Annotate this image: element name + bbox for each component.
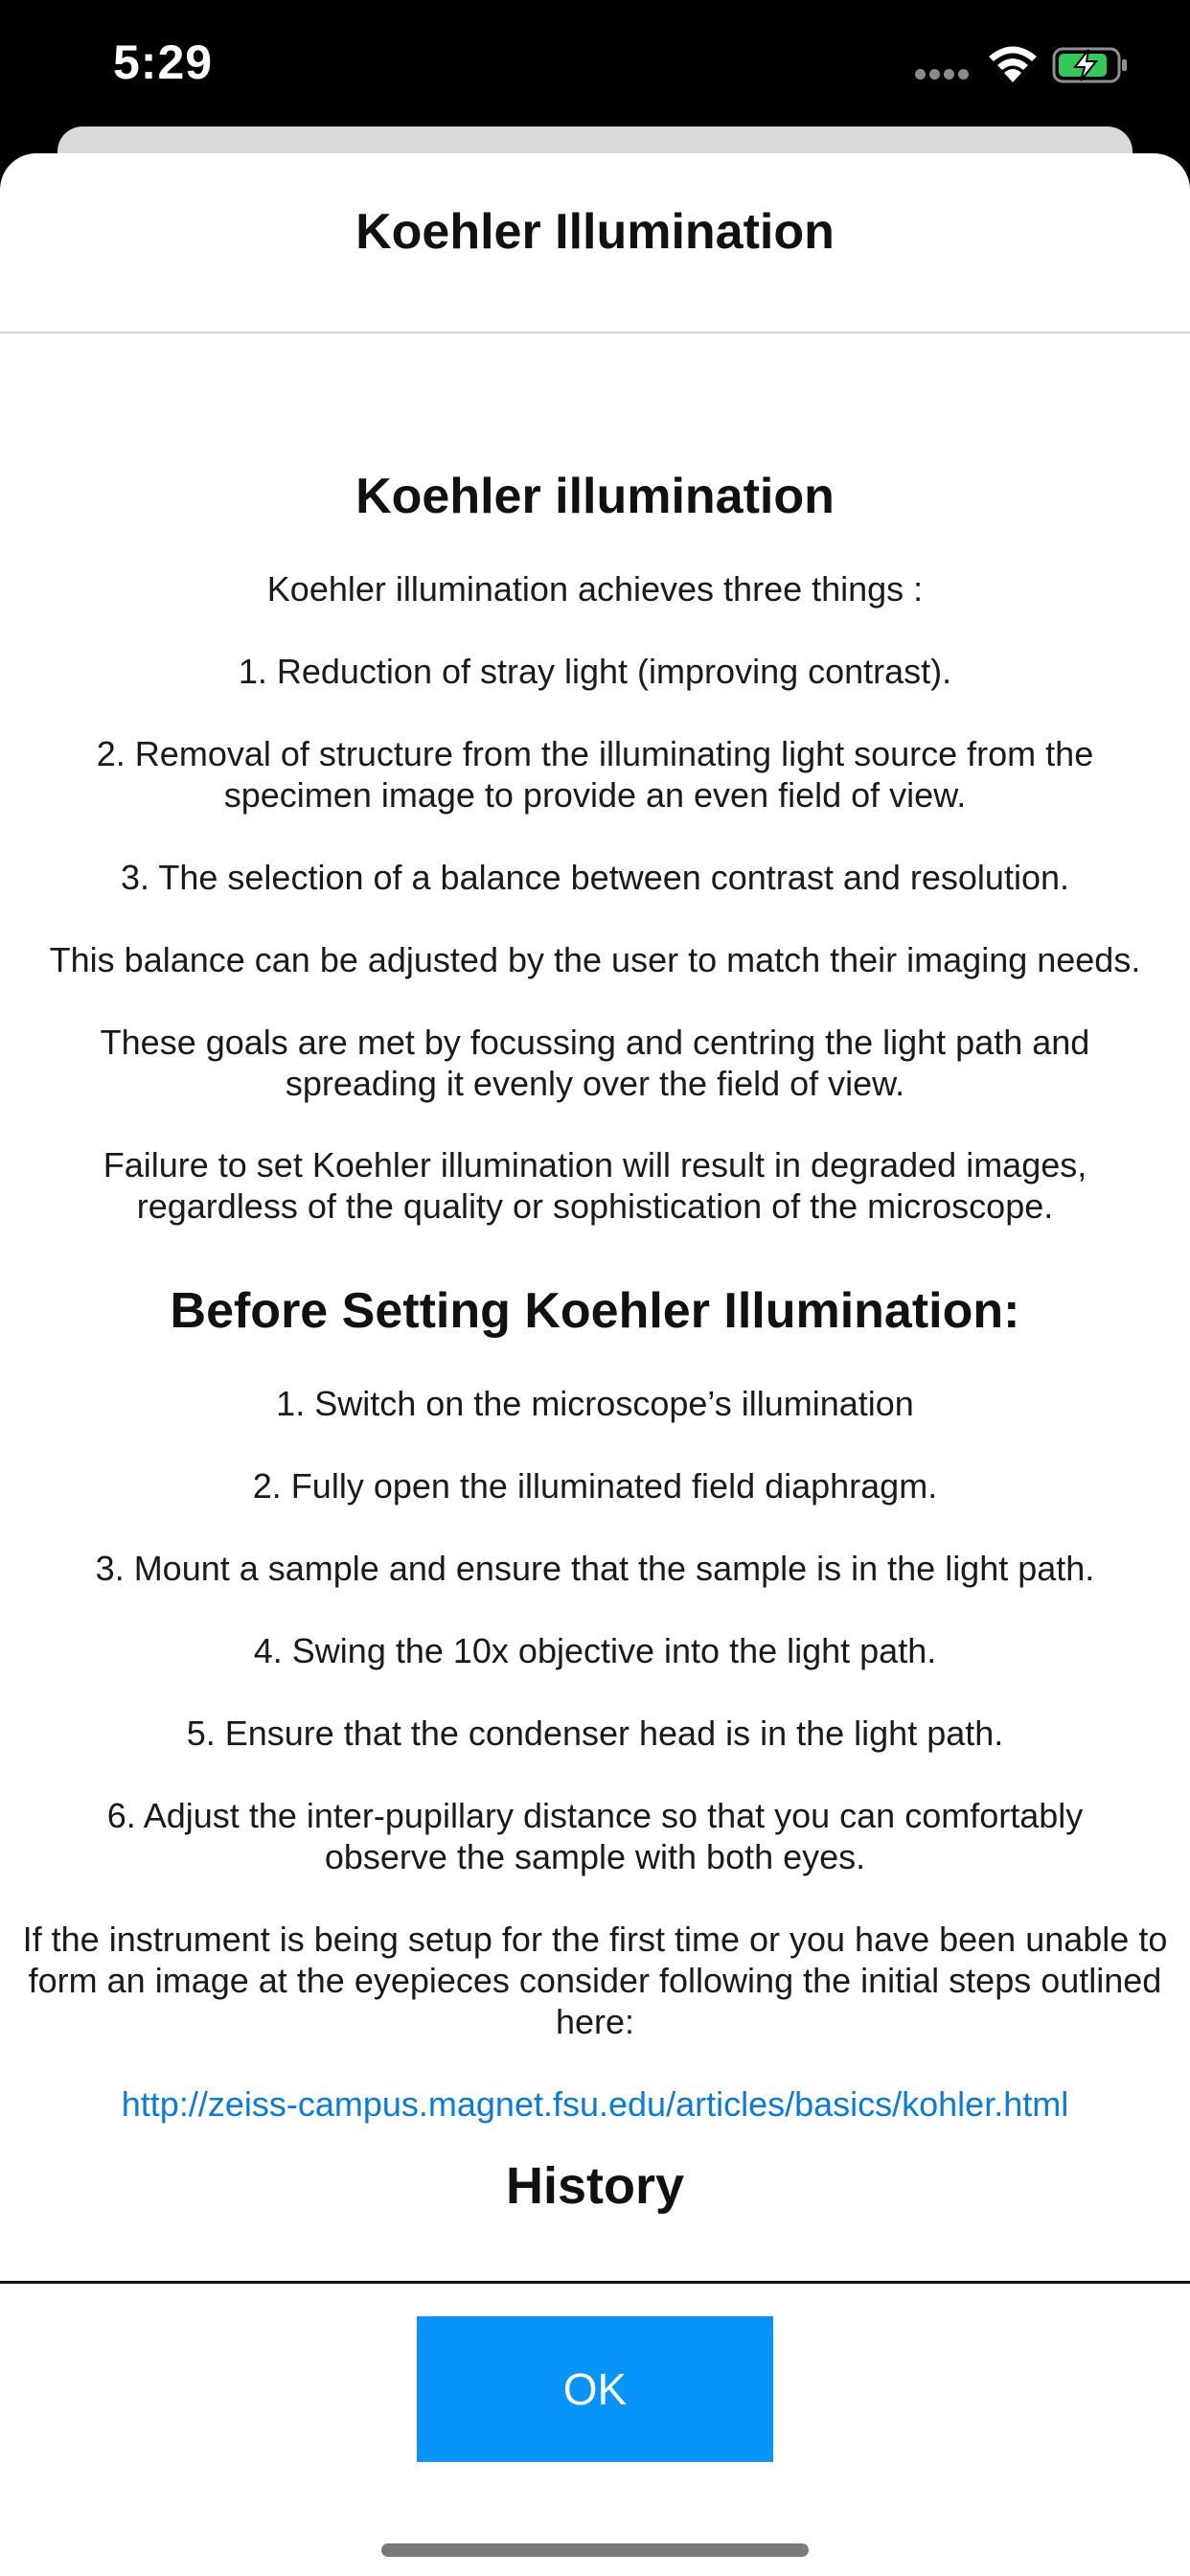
step-item: 4. Swing the 10x objective into the light path. bbox=[253, 1631, 937, 1670]
step-item: 5. Ensure that the condenser head is in the light path. bbox=[186, 1714, 1004, 1753]
ok-button[interactable]: OK bbox=[417, 2316, 773, 2462]
status-time: 5:29 bbox=[113, 35, 214, 89]
step-item: 2. Fully open the illuminated field diaphragm. bbox=[252, 1466, 938, 1506]
goal-item: 3. The selection of a balance between contrast and resolution. bbox=[121, 858, 1069, 897]
nav-title: Koehler Illumination bbox=[355, 204, 835, 260]
goal-item: 1. Reduction of stray light (improving contrast). bbox=[238, 652, 952, 691]
goals-met-text: These goals are met by focussing and centring the light path and spreading it evenly over the field of view. bbox=[100, 1023, 1090, 1103]
balance-note: This balance can be adjusted by the user to match their imaging needs. bbox=[49, 940, 1141, 979]
modal-sheet bbox=[0, 153, 1190, 2576]
goal-item: 2. Removal of structure from the illuminating light source from the specimen image to provide an even field of view. bbox=[96, 734, 1094, 815]
status-bar bbox=[0, 0, 1190, 134]
footer-divider bbox=[0, 2281, 1190, 2284]
first-time-note: If the instrument is being setup for the first time or you have been unable to form an image at the eyepieces consider following the initial steps outlined here: bbox=[22, 1920, 1168, 2041]
step-item: 6. Adjust the inter-pupillary distance so that you can comfortably observe the sample with both eyes. bbox=[106, 1796, 1084, 1876]
step-item: 1. Switch on the microscope’s illumination bbox=[276, 1384, 914, 1423]
home-indicator[interactable] bbox=[381, 2543, 809, 2557]
step-item: 3. Mount a sample and ensure that the sample is in the light path. bbox=[95, 1549, 1095, 1588]
intro-text: Koehler illumination achieves three things : bbox=[266, 569, 924, 609]
nav-bar bbox=[0, 153, 1190, 334]
section-heading: Koehler illumination bbox=[355, 469, 835, 524]
failure-note: Failure to set Koehler illumination will result in degraded images, regardless of the quality or sophistication of the microscope. bbox=[103, 1145, 1087, 1226]
content-scroll-area[interactable] bbox=[0, 334, 1190, 2281]
signal-dots-icon bbox=[915, 69, 969, 82]
section-heading: History bbox=[505, 2157, 685, 2215]
wifi-icon bbox=[985, 42, 1041, 84]
section-heading: Before Setting Koehler Illumination: bbox=[170, 1283, 1020, 1339]
battery-charging-icon bbox=[1052, 46, 1129, 84]
kohler-link[interactable]: http://zeiss-campus.magnet.fsu.edu/articles/basics/kohler.html bbox=[121, 2084, 1069, 2124]
